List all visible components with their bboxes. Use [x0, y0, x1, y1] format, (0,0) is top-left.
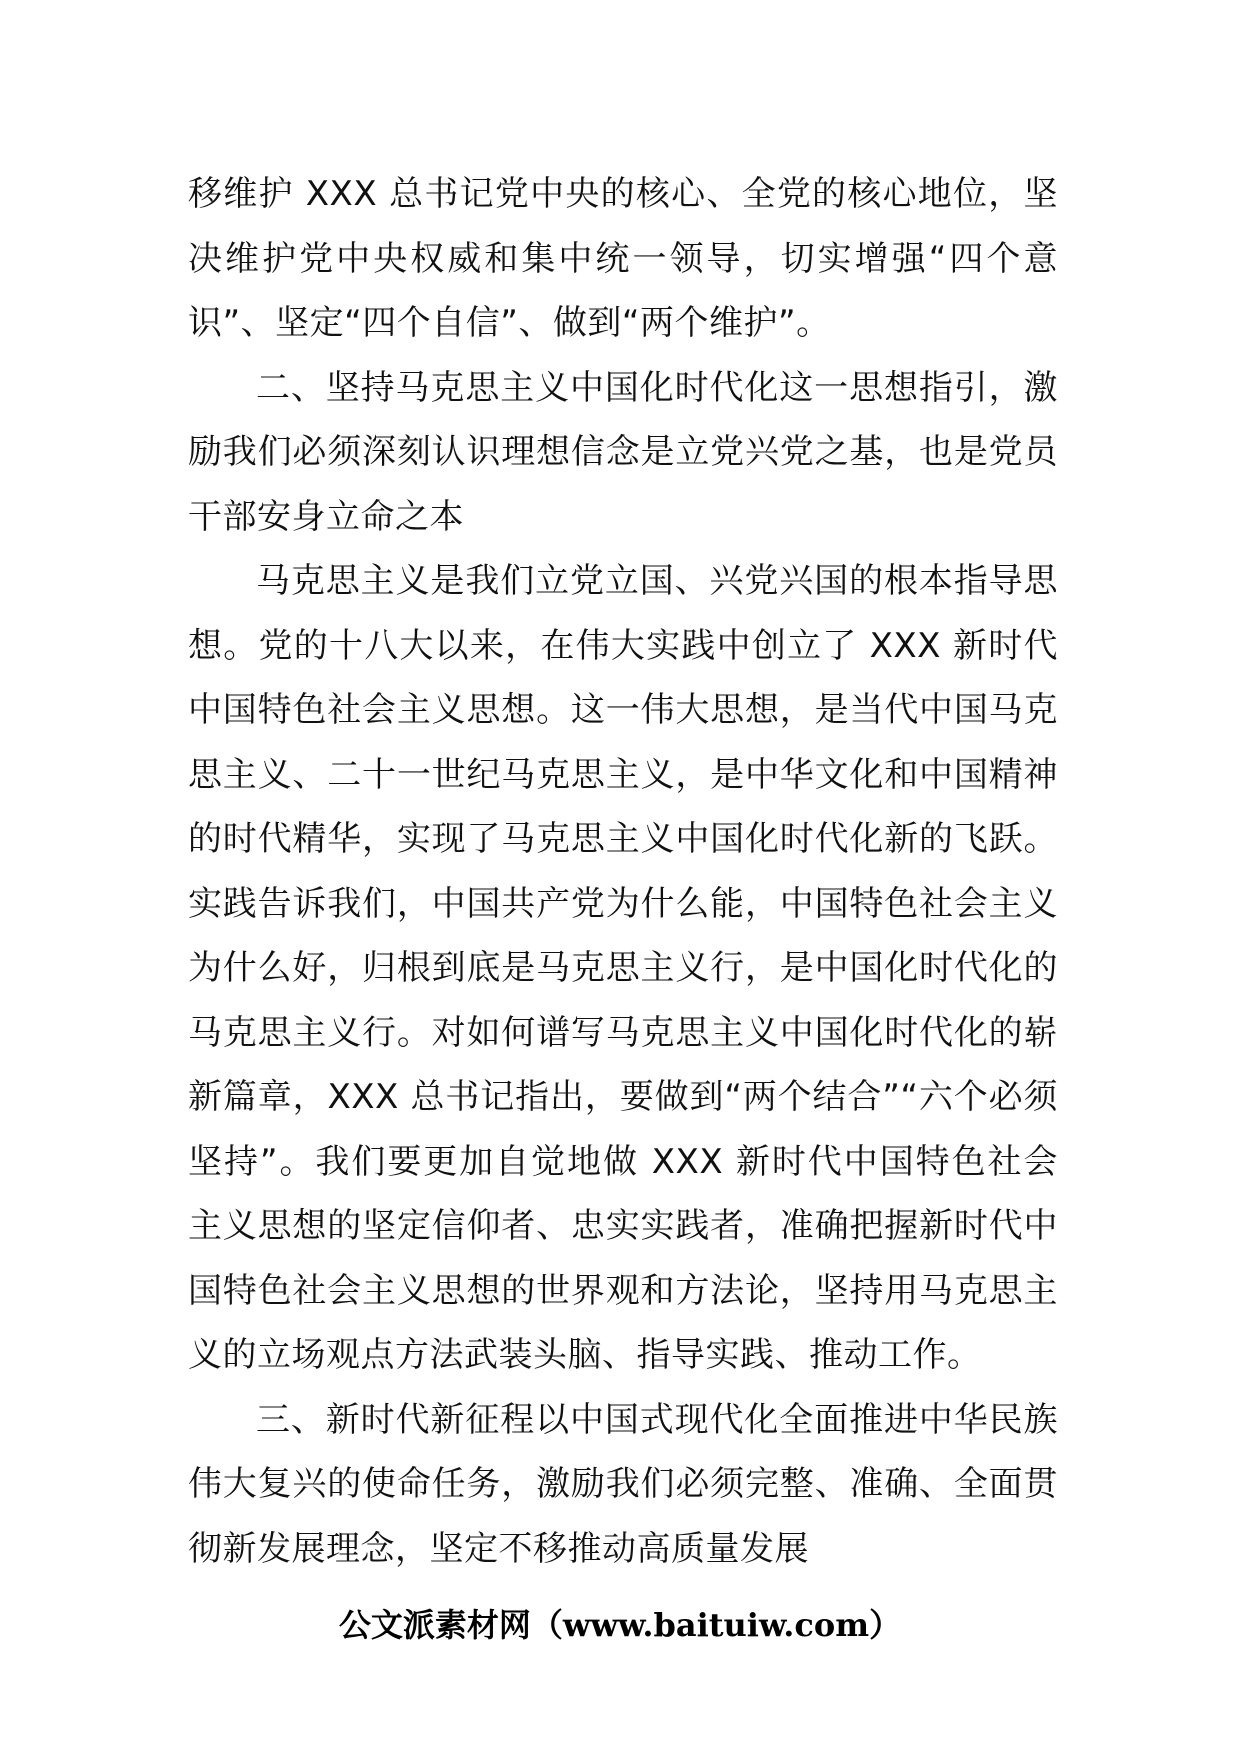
footer-watermark: 公文派素材网（www.baituiw.com） — [338, 1606, 902, 1644]
document-body — [188, 162, 1058, 1581]
paragraph-continuation: 移维护 XXX 总书记党中央的核心、全党的核心地位，坚决维护党中央权威和集中统一领导，切实增强“四个意识”、坚定“四个自信”、做到“两个维护”。 — [188, 174, 1058, 343]
section-heading-three: 三、新时代新征程以中国式现代化全面推进中华民族伟大复兴的使命任务，激励我们必须完整、准确、全面贯彻新发展理念，坚定不移推动高质量发展 — [188, 1399, 1058, 1569]
section-heading-two: 二、坚持马克思主义中国化时代化这一思想指引，激励我们必须深刻认识理想信念是立党兴党之基，也是党员干部安身立命之本 — [188, 367, 1058, 537]
paragraph-marxism: 马克思主义是我们立党立国、兴党兴国的根本指导思想。党的十八大以来，在伟大实践中创立了 XXX 新时代中国特色社会主义思想。这一伟大思想，是当代中国马克思主义、二十一世纪马克思主义，是中华文化和中国精神的时代精华，实现了马克思主义中国化时代化新的飞跃。实践告诉我们，中国共产党为什么能，中国特色社会主义为什么好，归根到底是马克思主义行，是中国化时代化的马克思主义行。对如何谱写马克思主义中国化时代化的崭新篇章，XXX 总书记指出，要做到“两个结合”“六个必须坚持”。我们要更加自觉地做 XXX 新时代中国特色社会主义思想的坚定信仰者、忠实实践者，准确把握新时代中国特色社会主义思想的世界观和方法论，坚持用马克思主义的立场观点方法武装头脑、指导实践、推动工作。 — [188, 561, 1058, 1375]
